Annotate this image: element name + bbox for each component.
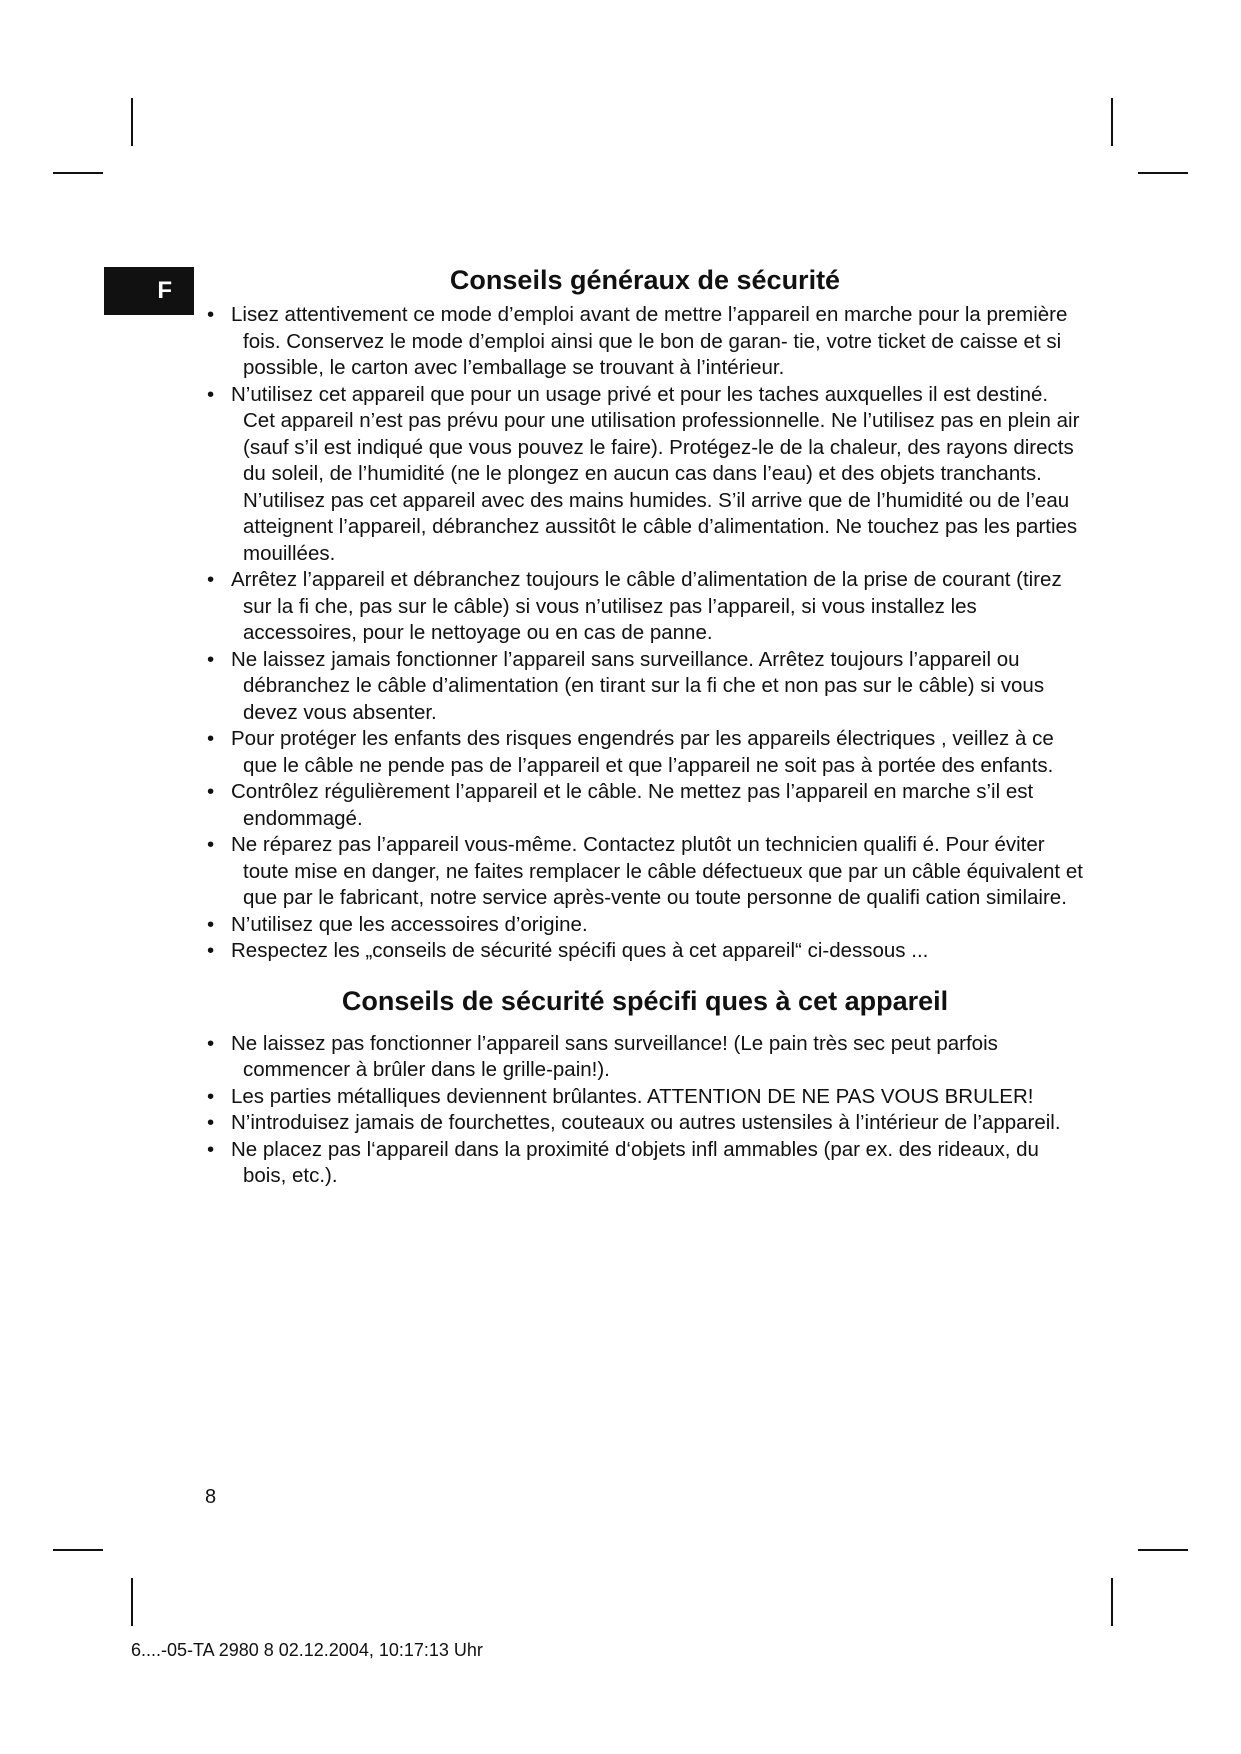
list-item (205, 647, 1085, 727)
list-item (205, 382, 1085, 568)
crop-mark (53, 1549, 103, 1551)
bullet: • (207, 568, 215, 591)
crop-mark (131, 98, 133, 146)
bullet: • (207, 1111, 215, 1134)
list-item (205, 779, 1085, 832)
bullet: • (207, 647, 215, 671)
bullet: • (207, 939, 215, 962)
page-content (205, 258, 1085, 1190)
crop-mark (1138, 172, 1188, 174)
list-item-text: N’utilisez que les accessoires d’origine. (231, 912, 588, 936)
list-item-text: Ne placez pas l‘appareil dans la proximité d‘objets infl ammables (par ex. des rideaux, du bois, etc.). (231, 1137, 1039, 1187)
crop-mark (1138, 1549, 1188, 1551)
crop-mark (131, 1578, 133, 1626)
list-item-text: Pour protéger les enfants des risques engendrés par les appareils électriques , veillez à ce que le câble ne pende pas de l’appareil et que l’appareil ne soit pas à portée des enfants. (231, 727, 1054, 777)
list-item-text: Respectez les „conseils de sécurité spécifi ques à cet appareil“ ci-dessous ... (231, 939, 929, 962)
page-number: 8 (205, 1486, 217, 1508)
list-item (205, 567, 1085, 647)
language-tab (104, 267, 194, 315)
list-item (205, 938, 1085, 965)
list-item-text: N’utilisez cet appareil que pour un usage privé et pour les taches auxquelles il est destiné. Cet appareil n’est pas prévu pour une utilisation professionnelle. Ne l’utilisez pas en plein air (sauf s’il est indiqué que vous pouvez le faire). Protégez-le de la chaleur, des rayons directs du soleil, de l’humidité (ne le plongez en aucun cas dans l’eau) et des objets tranchants. N’utilisez pas cet appareil avec des mains humides. S’il arrive que de l’humidité ou de l’eau atteignent l’appareil, débranchez aussitôt le câble d’alimentation. Ne touchez pas les parties mouillées. (231, 382, 1080, 565)
language-tab-label: F (157, 277, 172, 304)
list-item (205, 1137, 1085, 1190)
section-title-specific: Conseils de sécurité spécifi ques à cet appareil (341, 985, 949, 1016)
list-item (205, 832, 1085, 912)
bullet: • (207, 727, 215, 750)
list-item (205, 726, 1085, 779)
list-item-text: Arrêtez l’appareil et débranchez toujours le câble d’alimentation de la prise de courant (tirez sur la fi che, pas sur le câble) si vous n’utilisez pas l’appareil, si vous installez les accessoires, pour le nettoyage ou en cas de panne. (231, 568, 1062, 644)
list-item-text: Ne laissez jamais fonctionner l’appareil sans surveillance. Arrêtez toujours l’appareil ou débranchez le câble d’alimentation (en tirant sur la fi che et non pas sur le câble) si vous devez vous absenter. (231, 647, 1045, 724)
specific-safety-list (205, 1031, 1085, 1190)
bullet: • (207, 303, 215, 326)
section-title-general: Conseils généraux de sécurité (449, 265, 841, 295)
list-item-text: Contrôlez régulièrement l’appareil et le câble. Ne mettez pas l’appareil en marche s’il est endommagé. (231, 780, 1034, 830)
list-item-text: Les parties métalliques deviennent brûlantes. ATTENTION DE NE PAS VOUS BRULER! (231, 1084, 1034, 1108)
list-item (205, 302, 1085, 382)
bullet: • (207, 1137, 215, 1161)
general-safety-list (205, 302, 1085, 965)
list-item (205, 1031, 1085, 1084)
list-item-text: Lisez attentivement ce mode d’emploi avant de mettre l’appareil en marche pour la première fois. Conservez le mode d’emploi ainsi que le bon de garan- tie, votre ticket de caisse et si possible, le carton avec l’emballage se trouvant à l’intérieur. (231, 303, 1068, 379)
list-item (205, 912, 1085, 939)
bullet: • (207, 1084, 215, 1108)
list-item-text: N’introduisez jamais de fourchettes, couteaux ou autres ustensiles à l’intérieur de l’appareil. (231, 1111, 1061, 1134)
list-item (205, 1084, 1085, 1111)
print-footer: 6....-05-TA 2980 8 02.12.2004, 10:17:13 Uhr (131, 1640, 483, 1660)
crop-mark (1111, 98, 1113, 146)
bullet: • (207, 912, 215, 936)
crop-mark (53, 172, 103, 174)
bullet: • (207, 382, 215, 406)
list-item (205, 1110, 1085, 1137)
bullet: • (207, 1031, 215, 1055)
list-item-text: Ne laissez pas fonctionner l’appareil sans surveillance! (Le pain très sec peut parfois commencer à brûler dans le grille-pain!). (231, 1031, 998, 1081)
bullet: • (207, 780, 215, 803)
crop-mark (1111, 1578, 1113, 1626)
bullet: • (207, 833, 215, 856)
list-item-text: Ne réparez pas l’appareil vous-même. Contactez plutôt un technicien qualifi é. Pour éviter toute mise en danger, ne faites remplacer le câble défectueux que par un câble équivalent et que par le fabricant, notre service après-vente ou toute personne de qualifi cation similaire. (231, 833, 1083, 909)
